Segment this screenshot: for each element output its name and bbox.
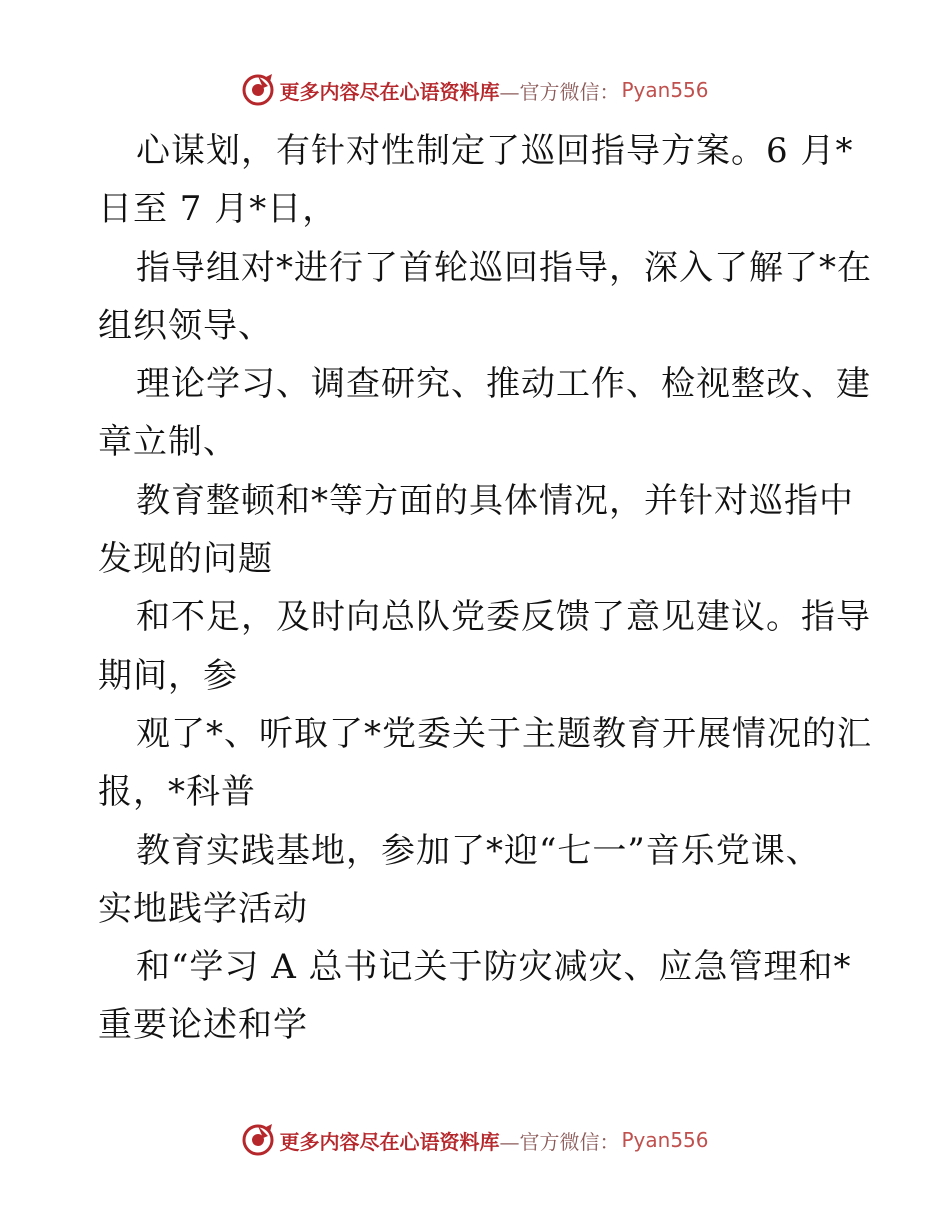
text-line: 和“学习 A 总书记关于防灾减灾、应急管理和*	[136, 947, 852, 988]
wechat-id: Pyan556	[621, 1128, 709, 1152]
header-banner	[0, 70, 950, 110]
site-text: 更多内容尽在心语资料库	[279, 79, 500, 104]
site-text: 更多内容尽在心语资料库	[279, 1129, 500, 1154]
wechat-id: Pyan556	[621, 78, 709, 102]
text-line: 发现的问题	[98, 539, 273, 580]
text-line: 观了*、听取了*党委关于主题教育开展情况的汇	[136, 713, 872, 754]
text-line: 教育整顿和*等方面的具体情况，并针对巡指中	[136, 480, 854, 521]
xinyu-logo-icon	[241, 73, 275, 107]
text-line: 实地践学活动	[98, 888, 308, 929]
text-line: 和不足，及时向总队党委反馈了意见建议。指导	[136, 597, 871, 638]
document-body	[98, 122, 872, 1055]
text-line: 期间，参	[98, 655, 238, 696]
text-line: 重要论述和学	[98, 1005, 308, 1046]
text-line: 指导组对*进行了首轮巡回指导，深入了解了*在	[136, 247, 872, 288]
wechat-label: —官方微信：	[499, 79, 620, 104]
wechat-label: —官方微信：	[499, 1129, 620, 1154]
text-line: 报，*科普	[98, 772, 256, 813]
footer-banner	[0, 1120, 950, 1160]
text-line: 理论学习、调查研究、推动工作、检视整改、建	[136, 364, 871, 405]
text-line: 章立制、	[98, 422, 238, 463]
text-line: 心谋划，有针对性制定了巡回指导方案。6 月*	[136, 131, 854, 171]
text-line: 日至 7 月*日，	[98, 189, 338, 230]
text-line: 组织领导、	[98, 305, 273, 346]
text-line: 教育实践基地，参加了*迎“七一”音乐党课、	[136, 830, 821, 871]
xinyu-logo-icon	[241, 1123, 275, 1157]
